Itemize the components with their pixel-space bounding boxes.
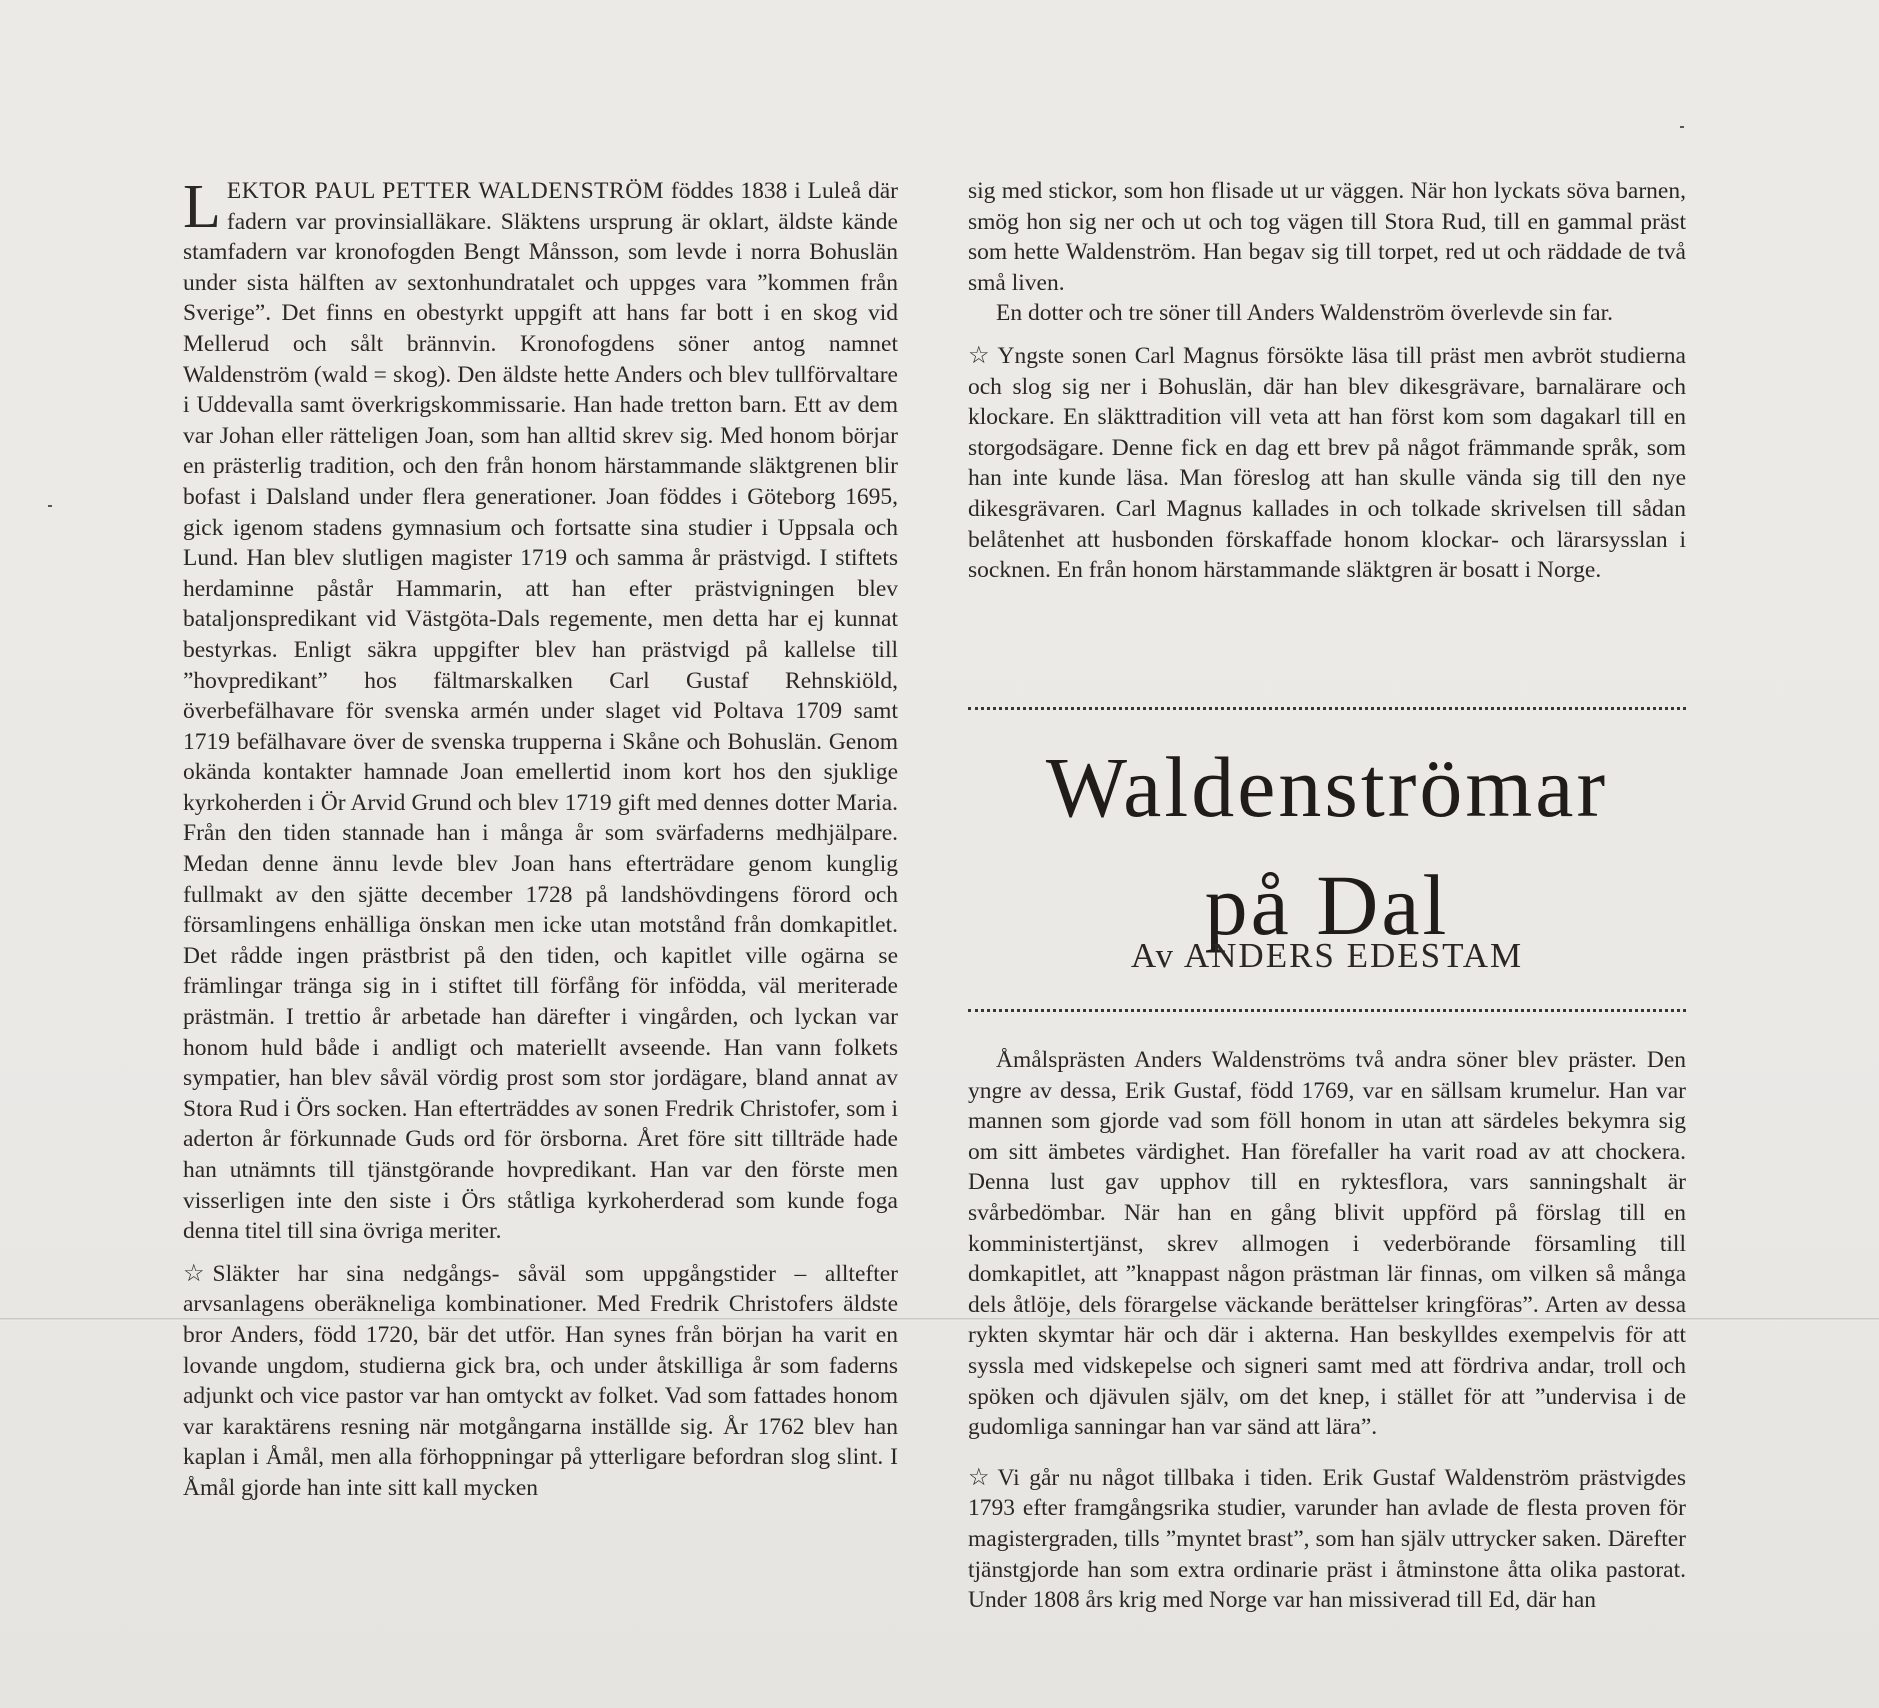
title-line-2: på Dal xyxy=(1204,857,1450,953)
paragraph-text: Vi går nu något tillbaka i tiden. Erik Gustaf Waldenström prästvigdes 1793 efter framgångsrika studier, varunder han avlade de flesta proven för magistergraden, tills ”myntet brast”, som han själv uttrycker saken. Därefter tjänstgjorde han som extra ordinarie präst i åtminstone åtta olika pastorat. Under 1808 års krig med Norge var han missiverad till Ed, där han xyxy=(968,1464,1686,1614)
intro-caps: EKTOR PAUL PETTER WALDENSTRÖM xyxy=(226,178,665,204)
star-icon: ☆ xyxy=(968,342,990,369)
star-icon: ☆ xyxy=(968,1464,990,1491)
byline: Av ANDERS EDESTAM xyxy=(1130,936,1524,975)
dotted-divider-top xyxy=(968,707,1686,710)
paragraph-erik-gustaf: Åmålsprästen Anders Waldenströms två andra söner blev präster. Den yngre av dessa, Erik Gustaf, född 1769, var en sällsam krumelur. Han var mannen som gjorde vad som föll honom in utan att särdeles bekymra sig om sitt ämbetes värdighet. Han förefaller ha varit road av att chockera. Denna lust gav upphov till en ryktesflora, vars sanningshalt är svårbedömbar. När han en gång blivit uppförd på förslag till en komministertjänst, skrev allmogen i vederbörande församling till domkapitlet, att ”knappast någon prästman lär finnas, om vilken så många dels åtlöje, dels förargelse väckande berättelser kringföras”. Arten av dessa rykten skymtar här och där i akterna. Han beskylldes exempelvis för att syssla med vidskepelse och signeri samt med att fördriva andar, troll och spöken och djävulen själv, om det knep, i stället för att ”undervisa i de gudomliga sanningar han var sänd att lära”. xyxy=(968,1047,1686,1441)
paragraph-continued: sig med stickor, som hon flisade ut ur väggen. När hon lyckats söva barnen, smög hon sig ner och ut och tog vägen till Stora Rud, till en gammal präst som hette Waldenström. Han begav sig till torpet, red ut och räddade de två små liven. xyxy=(968,178,1686,296)
paragraph-carl-magnus xyxy=(968,341,1686,586)
drop-cap: L xyxy=(183,173,221,241)
title-line-1: Waldenströmar xyxy=(1045,739,1609,835)
dotted-divider-bottom xyxy=(968,1009,1686,1012)
ink-speck xyxy=(48,505,52,507)
star-icon: ☆ xyxy=(183,1260,205,1287)
paragraph-text: Yngste sonen Carl Magnus försökte läsa till präst men avbröt studierna och slog sig ner i Bohuslän, där han blev dikesgrävare, barnalärare och klockare. En släkttradition vill veta att han först kom som dagakarl till en storgodsägare. Denne fick en dag ett brev på något främmande språk, som han inte kunde läsa. Man föreslog att han skulle vända sig till den nye dikesgrävaren. Carl Magnus kallades in och tolkade skrivelsen till sådan belåtenhet att husbonden förskaffade honom klockar- och lärarsysslan i socknen. En från honom härstammande släktgren är bosatt i Norge. xyxy=(968,342,1686,584)
intro-paragraph xyxy=(183,173,899,1247)
right-column-lower xyxy=(968,1045,1686,1616)
paragraph-survivors: En dotter och tre söner till Anders Waldenström överlevde sin far. xyxy=(996,300,1614,327)
paragraph-ordination xyxy=(968,1463,1686,1616)
ink-speck xyxy=(1680,126,1684,128)
intro-text: föddes 1838 i Luleå där fadern var provinsialläkare. Släktens ursprung är oklart, äldste kände stamfadern var kronofogden Bengt Månsson, som levde i norra Bohuslän under sista hälften av sextonhundratalet och uppges vara ”kommen från Sverige”. Det finns en obestyrkt uppgift att hans far bott i en skog vid Mellerud och sålt brännvin. Kronofogdens söner antog namnet Waldenström (wald = skog). Den äldste hette Anders och blev tullförvaltare i Uddevalla samt överkrigskommissarie. Han hade tretton barn. Ett av dem var Johan eller rätteligen Joan, som han alltid skrev sig. Med honom börjar en prästerlig tradition, och den från honom härstammande släktgrenen blir bofast i Dalsland under flera generationer. Joan föddes i Göteborg 1695, gick igenom stadens gymnasium och fortsatte sina studier i Uppsala och Lund. Han blev slutligen magister 1719 och samma år prästvigd. I stiftets herdaminne påstår Hammarin, att han efter prästvigningen blev bataljonspredikant vid Västgöta-Dals regemente, men detta har ej kunnat bestyrkas. Enligt säkra uppgifter blev han prästvigd på kallelse till ”hovpredikant” hos fältmarskalken Carl Gustaf Rehnskiöld, överbefälhavare för svenska armén under slaget vid Poltava 1709 samt 1719 befälhavare över de svenska trupperna i Skåne och Bohuslän. Genom okända kontakter hamnade Joan emellertid inom kort hos den sjuklige kyrkoherden i Ör Arvid Grund och blev 1719 gift med dennes dotter Maria. Från den tiden stannade han i många år som svärfaderns medhjälpare. Medan denne ännu levde blev Joan hans efterträdare genom kunglig fullmakt av den sjätte december 1728 på landshövdingens förord och församlingens enhälliga önskan men icke utan motstånd från domkapitlet. Det rådde ingen prästbrist på den tiden, och kapitlet ville ogärna se främlingar tränga sig in i stiftet till förfång för infödda, väl meriterade prästmän. I trettio år arbetade han därefter i vingården, och lyckan var honom huld både i andligt och materiellt avseende. Han vann folkets sympatier, han blev såväl vördig prost som stor jordägare, bland annat av Stora Rud i Örs socken. Han efterträddes av sonen Fredrik Christofer, som i aderton år förkunnade Guds ord för örsborna. Året före sitt tillträde hade han utnämnts till tjänstgörande hovpredikant. Han var den förste men visserligen inte den siste i Örs ståtliga kyrkoherderad som kunde foga denna titel till sina övriga meriter. xyxy=(183,178,899,1245)
left-column xyxy=(183,173,899,1504)
paragraph-decline xyxy=(183,1259,898,1504)
paragraph-text: Släkter har sina nedgångs- såväl som uppgångstider – alltefter arvsanlagens oberäkneliga kombinationer. Med Fredrik Christofers äldste bror Anders, född 1720, bär det utför. Han synes från början ha varit en lovande ungdom, studierna gick bra, och under åtskilliga år som faderns adjunkt och vice pastor var han omtyckt av folket. Vad som fattades honom var karaktärens resning när motgångarna inställde sig. År 1762 blev han kaplan i Åmål, men alla förhoppningar på ytterligare befordran slog slint. I Åmål gjorde han inte sitt kall mycken xyxy=(183,1260,898,1501)
article-title xyxy=(968,728,1686,964)
right-column-upper xyxy=(968,176,1686,586)
